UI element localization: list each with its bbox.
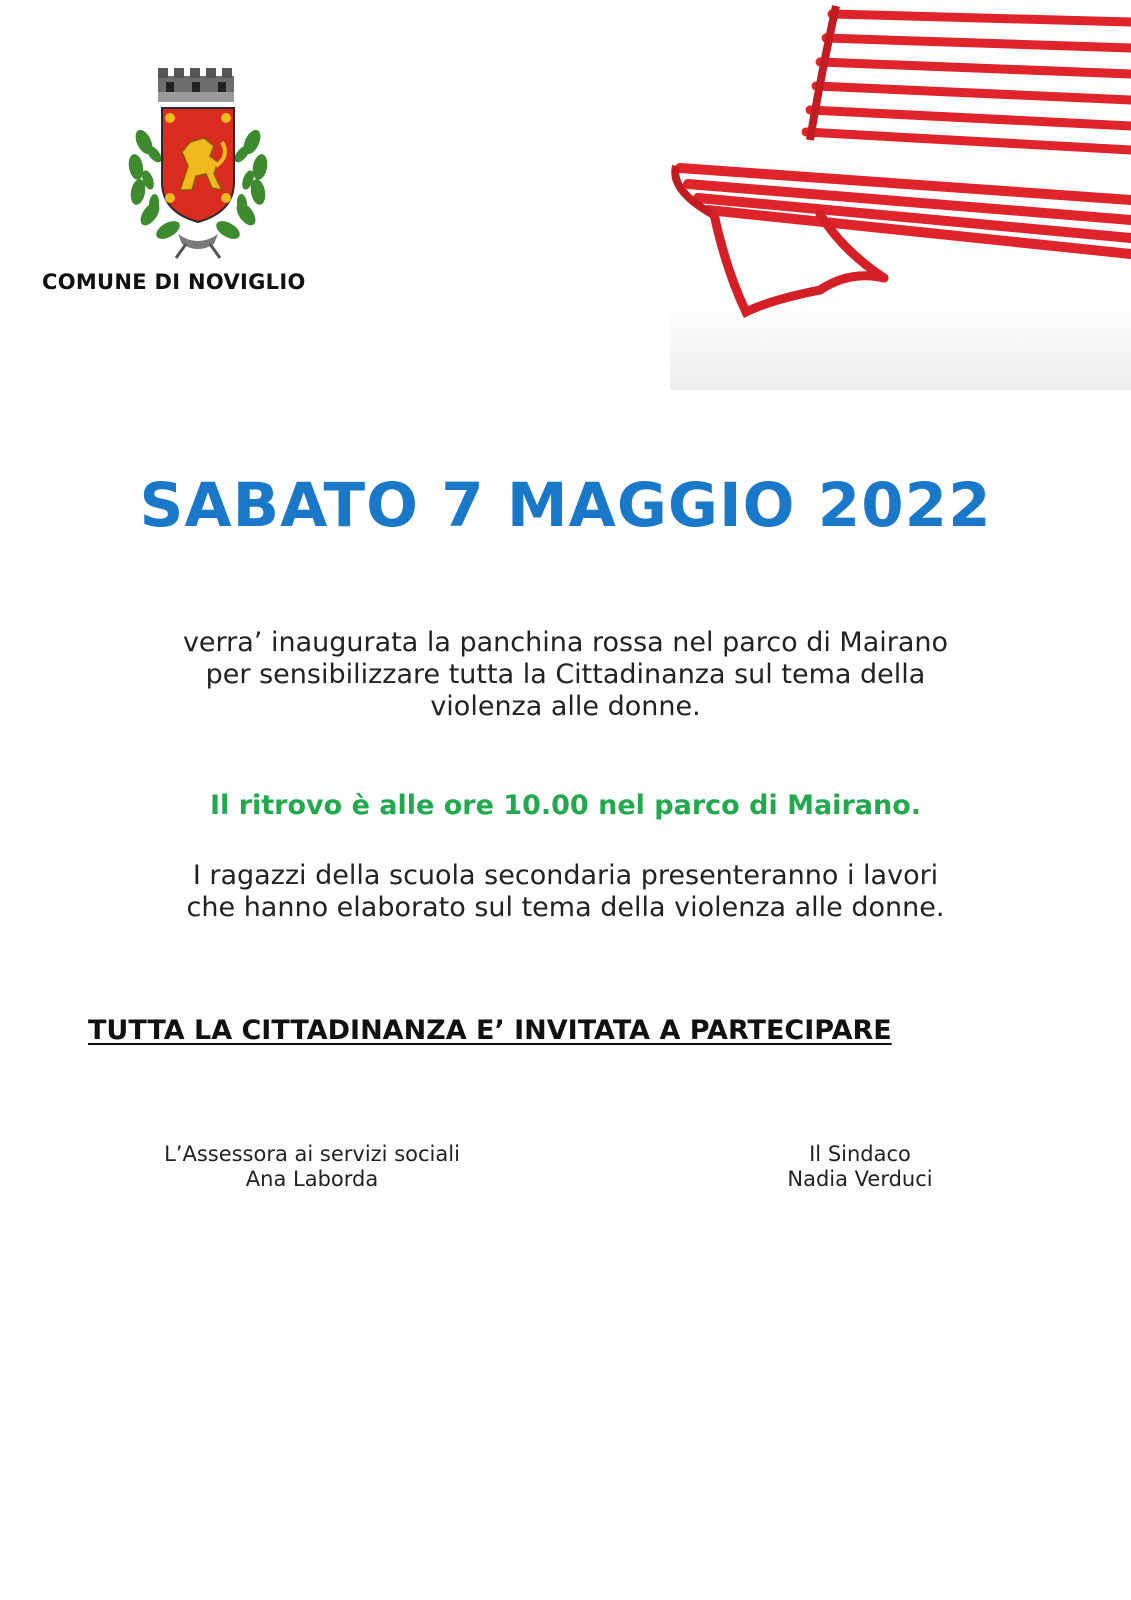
coat-of-arms-icon (118, 62, 278, 262)
description-line: violenza alle donne. (430, 691, 701, 722)
signature-name: Nadia Verduci (787, 1167, 933, 1191)
meeting-info: Il ritrovo è alle ore 10.00 nel parco di Mairano. (209, 790, 922, 821)
students-line: che hanno elaborato sul tema della violenza alle donne. (186, 892, 945, 923)
red-bench-image (670, 0, 1131, 390)
signature-role: Il Sindaco (809, 1142, 911, 1166)
event-date-heading: SABATO 7 MAGGIO 2022 (139, 470, 992, 541)
invitation-heading: TUTTA LA CITTADINANZA E’ INVITATA A PARTECIPARE (88, 1015, 892, 1046)
description-line: per sensibilizzare tutta la Cittadinanza sul tema della (205, 659, 926, 690)
signature-role: L’Assessora ai servizi sociali (164, 1142, 460, 1166)
municipality-name: COMUNE DI NOVIGLIO (42, 270, 306, 294)
signature-name: Ana Laborda (245, 1167, 379, 1191)
students-info (0, 860, 1131, 924)
signature-assessora (152, 1142, 472, 1192)
signature-sindaco (760, 1142, 960, 1192)
description-line: verra’ inaugurata la panchina rossa nel parco di Mairano (182, 627, 949, 658)
students-line: I ragazzi della scuola secondaria presenteranno i lavori (192, 860, 939, 891)
event-description (0, 627, 1131, 723)
